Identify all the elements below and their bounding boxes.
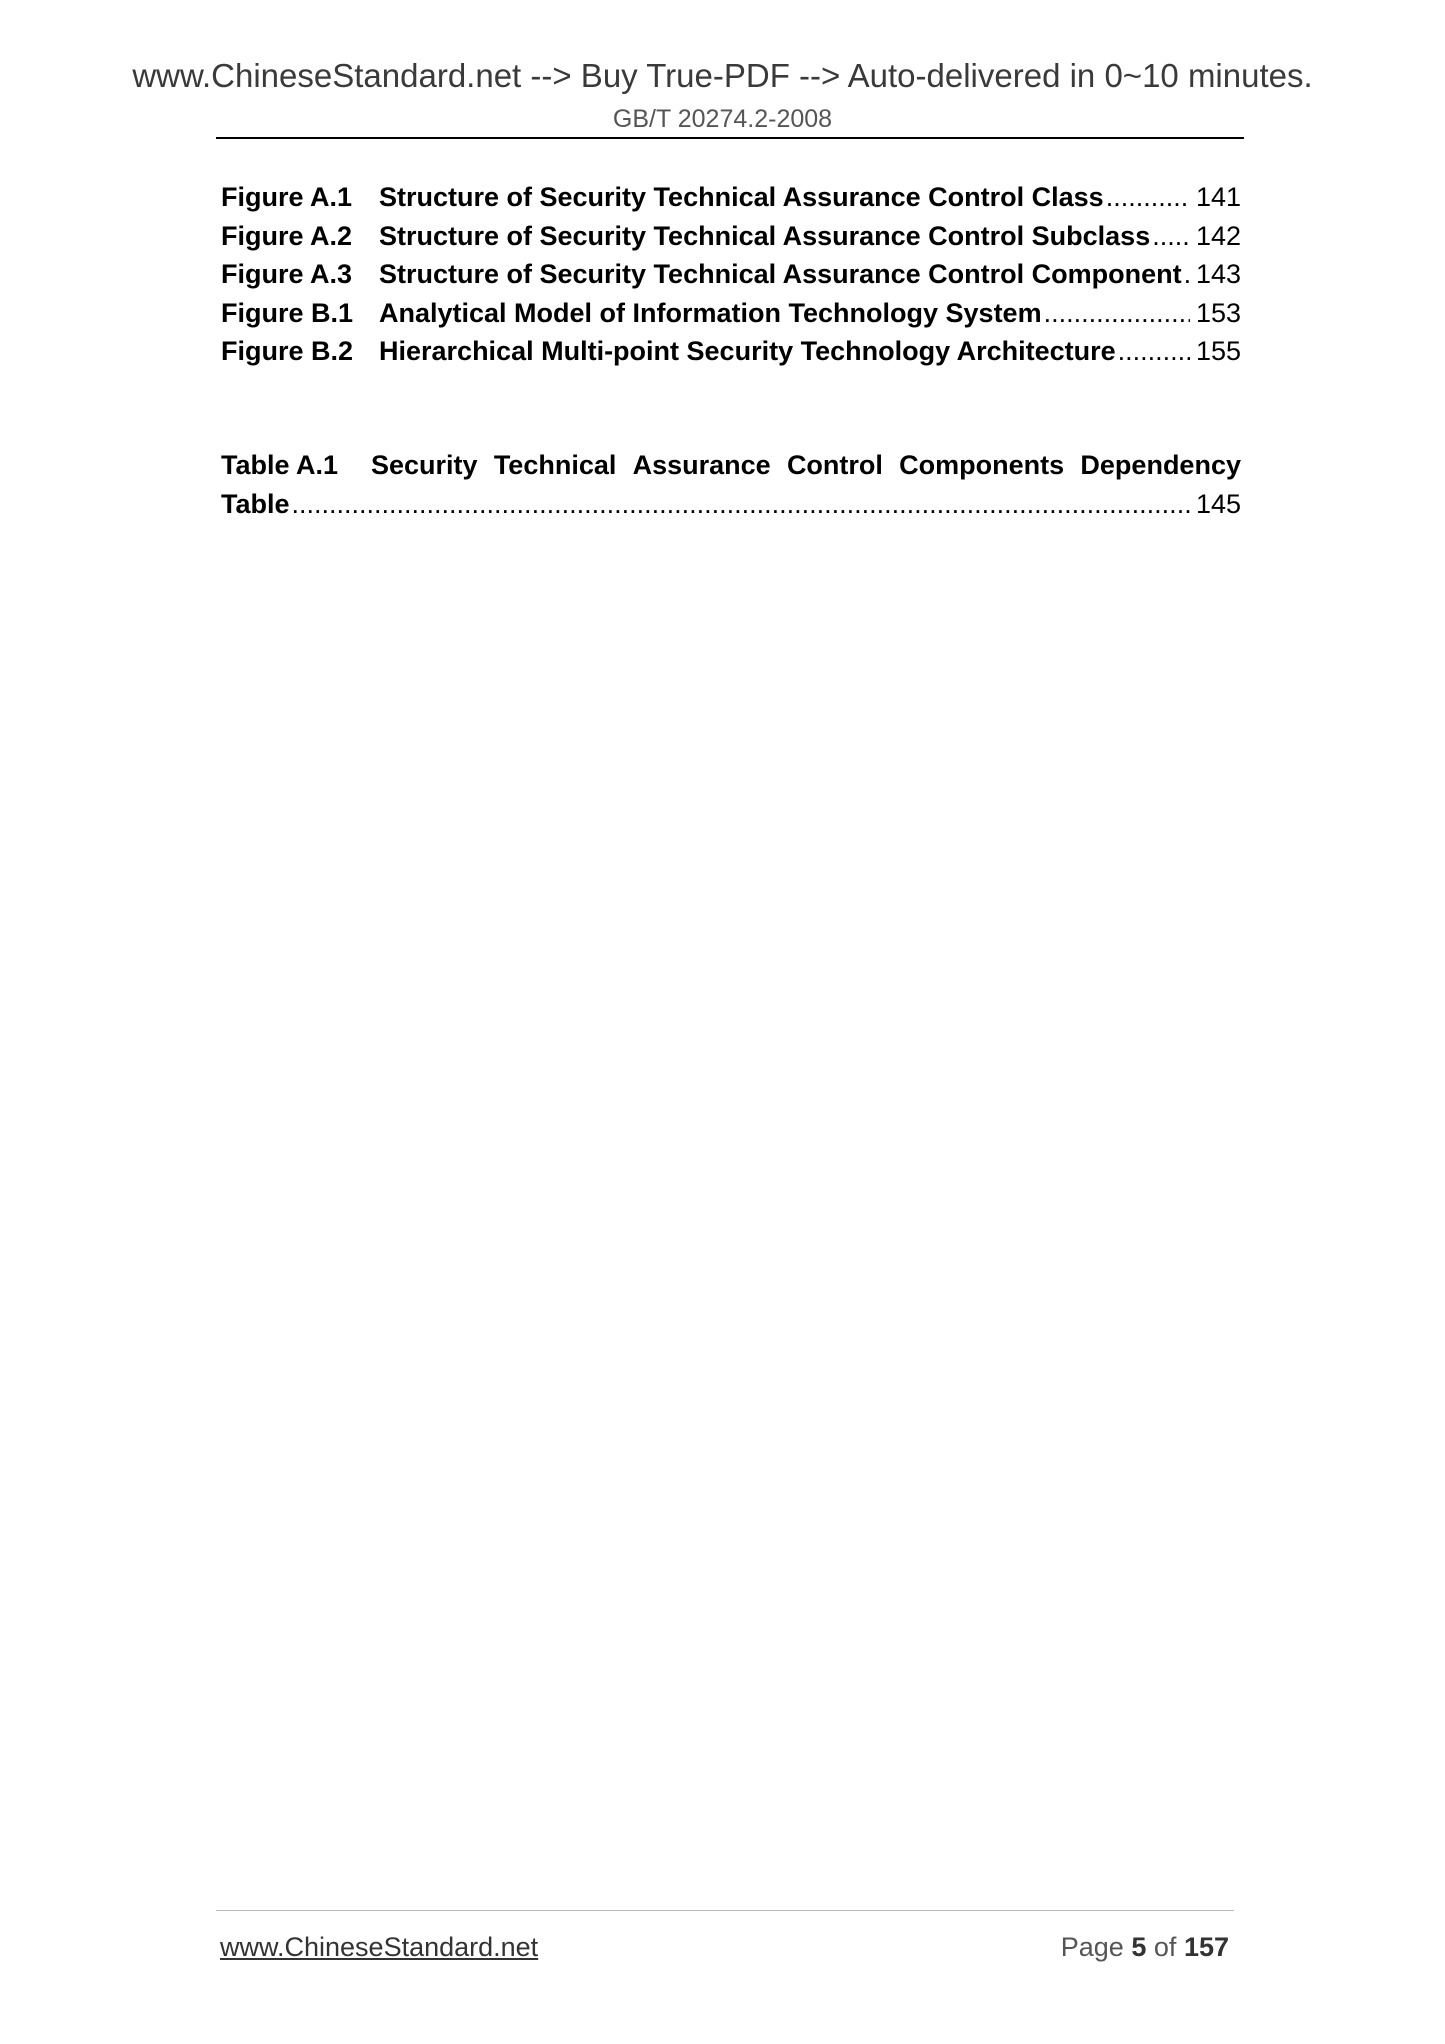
toc-entry-title: Structure of Security Technical Assurance Control Component — [379, 259, 1182, 289]
title-word: Technical — [493, 450, 617, 480]
page-prefix: Page — [1060, 1932, 1124, 1962]
footer-site-link[interactable]: www.ChineseStandard.net — [220, 1932, 539, 1962]
toc-entry-title: Table — [221, 488, 290, 519]
title-word: Assurance — [632, 450, 771, 480]
page-total: 157 — [1183, 1932, 1229, 1962]
dot-leader — [1184, 255, 1190, 294]
title-word: Dependency — [1080, 450, 1241, 480]
title-word: Control — [786, 450, 883, 480]
toc-entry-figure-b2[interactable] — [221, 332, 1241, 371]
toc-entry-title: Structure of Security Technical Assurance Control Subclass — [379, 220, 1151, 251]
dot-leader — [1106, 178, 1190, 217]
dot-leader — [1152, 217, 1190, 256]
toc-entry-label: Figure B.2 — [221, 336, 354, 366]
toc-entry-title: Analytical Model of Information Technology System — [379, 297, 1042, 328]
toc-entry-figure-a1[interactable] — [221, 178, 1241, 217]
site-banner: www.ChineseStandard.net --> Buy True-PDF --> Auto-delivered in 0~10 minutes. — [132, 57, 1313, 94]
toc-entry-page: 141 — [1195, 182, 1241, 212]
header-divider — [216, 137, 1244, 139]
page-current: 5 — [1131, 1932, 1147, 1962]
toc-entry-label: Figure A.3 — [221, 259, 353, 289]
toc-entry-label: Figure A.2 — [221, 220, 353, 251]
toc-entry-page: 145 — [1195, 488, 1241, 519]
page-indicator — [1061, 1930, 1229, 1964]
footer-divider — [216, 1910, 1234, 1911]
toc-entry-page: 153 — [1195, 297, 1241, 328]
dot-leader — [1118, 332, 1190, 371]
toc-entry-title-words — [371, 446, 1241, 485]
title-word: Security — [371, 450, 478, 480]
toc-entry-label: Figure A.1 — [221, 182, 353, 212]
toc-entry-page: 142 — [1195, 220, 1241, 251]
toc-entry-title: Structure of Security Technical Assurance Control Class — [379, 182, 1104, 212]
standard-code: GB/T 20274.2-2008 — [612, 105, 833, 133]
toc-entry-title: Hierarchical Multi-point Security Technology Architecture — [379, 336, 1116, 366]
title-word: Components — [899, 450, 1065, 480]
toc-entry-label: Table A.1 — [221, 450, 339, 480]
toc-entry-figure-b1[interactable] — [221, 294, 1241, 333]
toc-entry-page: 155 — [1195, 336, 1241, 366]
toc-entry-title-line2 — [221, 485, 1241, 524]
page-of: of — [1153, 1932, 1177, 1962]
dot-leader — [292, 485, 1190, 524]
toc-entry-table-a1[interactable] — [221, 446, 1241, 523]
toc-entry-page: 143 — [1195, 259, 1241, 289]
toc-entry-figure-a3[interactable] — [221, 255, 1241, 294]
toc-entry-label: Figure B.1 — [221, 297, 354, 328]
toc-entry-title-line1 — [221, 446, 1241, 485]
dot-leader — [1044, 294, 1190, 333]
toc-entry-figure-a2[interactable] — [221, 217, 1241, 256]
figure-list — [221, 178, 1241, 371]
